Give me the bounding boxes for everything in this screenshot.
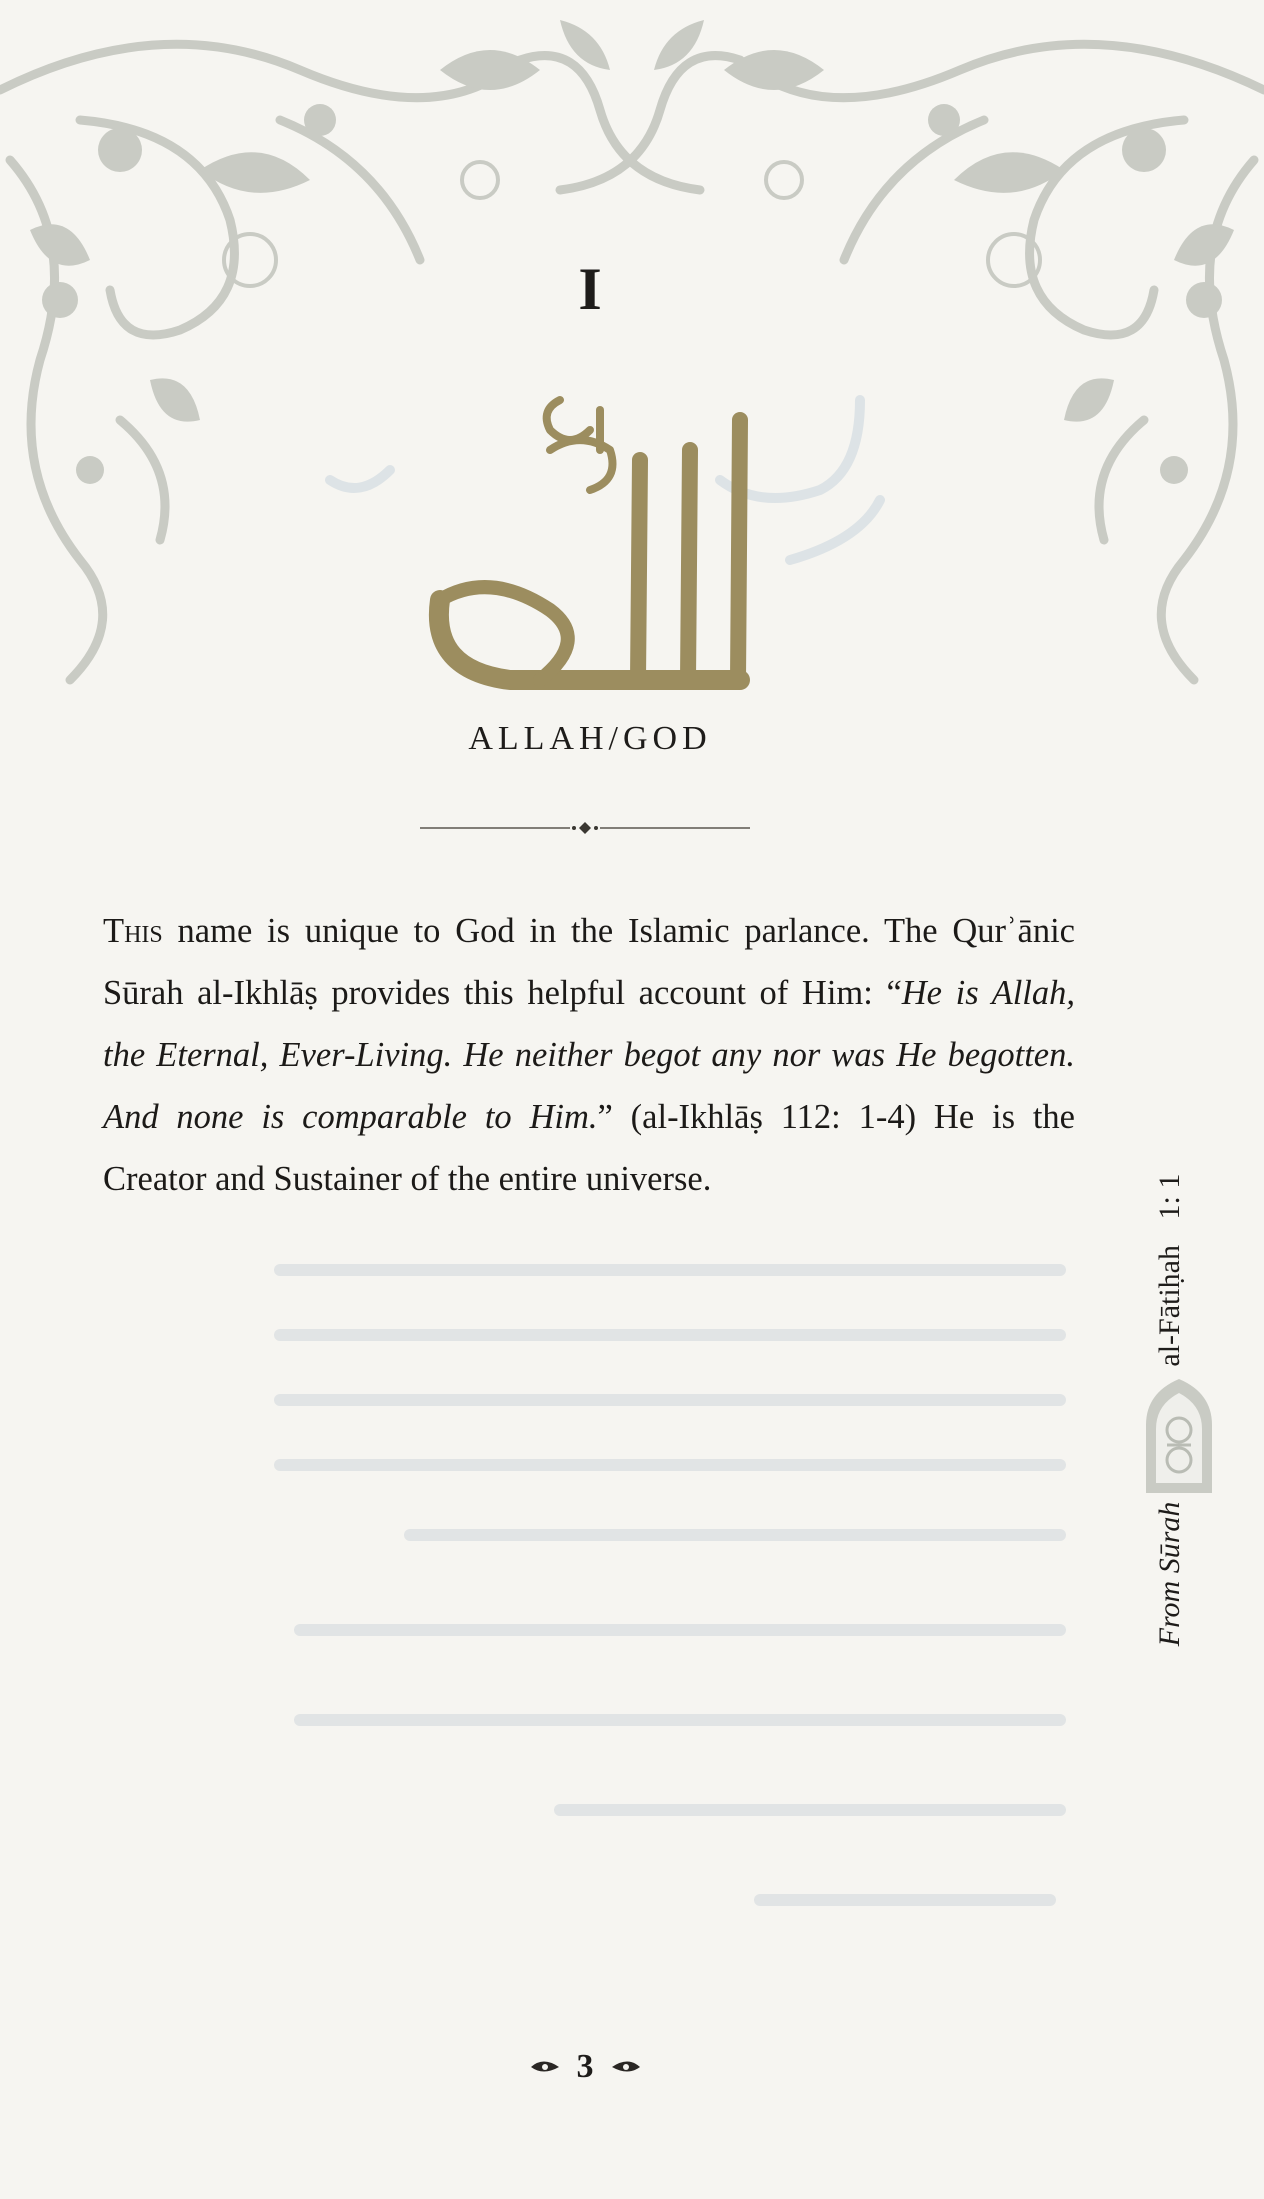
leaf-ornament-icon [608, 2058, 642, 2076]
body-paragraph [103, 900, 1075, 1210]
diamond-divider [420, 818, 750, 838]
page-number-row [0, 2048, 1170, 2086]
bleed-through-lines [260, 1250, 1080, 1970]
page-number: 3 [576, 2048, 594, 2085]
arch-emblem-icon [1140, 1375, 1218, 1495]
allah-calligraphy [400, 380, 780, 710]
body-text-2: ” (al-Ikhlāṣ 112: 1-4) He is the Creator and Sustainer of the entire universe. [103, 1098, 1075, 1198]
body-text-1: name is unique to God in the Islamic parlance. The Qurʾānic Sūrah al-Ikhlāṣ provides this helpful account of Him: “ [103, 912, 1075, 1012]
leaf-ornament-icon [529, 2058, 563, 2076]
lead-word: This [103, 912, 163, 950]
name-title: ALLAH/GOD [468, 720, 712, 757]
side-label-prefix: From Sūrah [1153, 1501, 1186, 1647]
side-label-surah: al-Fātiḥah [1153, 1244, 1186, 1367]
quranic-quote: He is Allah, the Eternal, Ever-Living. He neither begot any nor was He begotten. And none is comparable to Him. [103, 974, 1075, 1136]
side-label-ref: 1: 1 [1153, 1173, 1186, 1220]
chapter-number: I [578, 256, 602, 322]
